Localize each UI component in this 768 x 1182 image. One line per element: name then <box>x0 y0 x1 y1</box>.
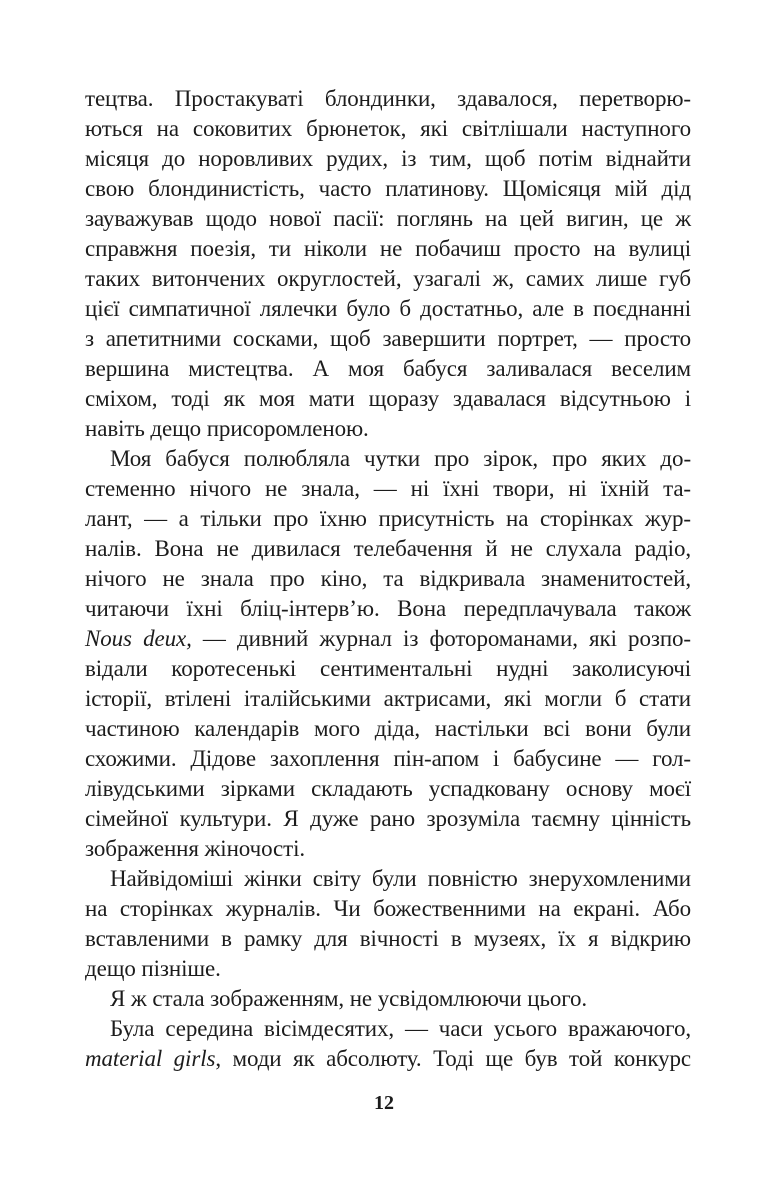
text-segment: лант, — а тільки про їхню присутність на сторінках жур- <box>85 506 691 531</box>
text-segment: ються на соковитих брюнеток, які світлішали наступного <box>85 116 691 141</box>
text-segment: читаючи їхні бліц-інтерв’ю. Вона передплачувала також <box>85 596 691 621</box>
text-segment: навіть дещо присоромленою. <box>85 416 369 441</box>
text-segment: свою блондинистість, часто платинову. Щомісяця мій дід <box>85 176 691 201</box>
text-segment: дещо пізніше. <box>85 956 221 981</box>
page-text <box>85 84 691 1074</box>
text-line <box>85 444 691 474</box>
text-line <box>85 924 691 954</box>
text-segment: з апетитними сосками, щоб завершити портрет, — просто <box>85 326 691 351</box>
text-segment: зображення жіночості. <box>85 836 306 861</box>
text-segment: Я ж стала зображенням, не усвідомлюючи цього. <box>110 986 588 1011</box>
text-segment: на сторінках журналів. Чи божественними на екрані. Або <box>85 896 691 921</box>
text-segment: тецтва. Простакуваті блондинки, здавалося, перетворю- <box>85 86 691 111</box>
text-segment: нічого не знала про кіно, та відкривала знаменитостей, <box>85 566 691 591</box>
text-line <box>85 144 691 174</box>
text-line <box>85 174 691 204</box>
text-line <box>85 624 691 654</box>
text-line <box>85 204 691 234</box>
text-segment: Була середина вісімдесятих, — часи усього вражаючого, <box>110 1016 691 1041</box>
text-segment: частиною календарів мого діда, настільки всі вони були <box>85 716 691 741</box>
text-line <box>85 414 691 444</box>
text-line <box>85 504 691 534</box>
paragraph <box>85 84 691 444</box>
text-line <box>85 474 691 504</box>
text-segment: — дивний журнал із фотороманами, які розпо- <box>191 626 691 651</box>
text-segment: вершина мистецтва. А моя бабуся заливалася веселим <box>85 356 691 381</box>
text-line <box>85 1044 691 1074</box>
text-segment: зауважував щодо нової пасії: поглянь на цей вигин, це ж <box>85 206 691 231</box>
text-line <box>85 534 691 564</box>
text-line <box>85 324 691 354</box>
text-segment: місяця до норовливих рудих, із тим, щоб потім віднайти <box>85 146 691 171</box>
text-segment: сміхом, тоді як моя мати щоразу здавалася відсутньою і <box>85 386 691 411</box>
text-line <box>85 774 691 804</box>
page-number: 12 <box>374 1092 394 1114</box>
text-line <box>85 264 691 294</box>
text-segment: історії, втілені італійськими актрисами, які могли б стати <box>85 686 691 711</box>
text-line <box>85 354 691 384</box>
text-line <box>85 714 691 744</box>
text-line <box>85 594 691 624</box>
text-segment: схожими. Дідове захоплення пін-апом і бабусине — гол- <box>85 746 691 771</box>
text-line <box>85 654 691 684</box>
italic-text: Nous deux, <box>85 626 192 651</box>
text-segment: вставленими в рамку для вічності в музеях, їх я відкрию <box>85 926 691 951</box>
text-segment: , моди як абсолюту. Тоді ще був той конкурс <box>215 1046 691 1071</box>
text-line <box>85 84 691 114</box>
text-segment: таких витончених округлостей, узагалі ж, самих лише губ <box>85 266 691 291</box>
text-segment: відали коротесенькі сентиментальні нудні заколисуючі <box>85 656 691 681</box>
text-line <box>85 804 691 834</box>
paragraph <box>85 864 691 984</box>
text-line <box>85 864 691 894</box>
text-segment: Найвідоміші жінки світу були повністю знерухомленими <box>110 866 691 891</box>
text-line <box>85 684 691 714</box>
text-line <box>85 894 691 924</box>
text-line <box>85 564 691 594</box>
text-segment: сімейної культури. Я дуже рано зрозуміла таємну цінність <box>85 806 691 831</box>
text-segment: Моя бабуся полюбляла чутки про зірок, про яких до- <box>110 446 691 471</box>
text-line <box>85 384 691 414</box>
paragraph <box>85 1014 691 1074</box>
text-line <box>85 234 691 264</box>
text-line <box>85 744 691 774</box>
paragraph <box>85 444 691 864</box>
text-line <box>85 1014 691 1044</box>
italic-text: material girls <box>85 1046 216 1071</box>
text-line <box>85 114 691 144</box>
text-segment: налів. Вона не дивилася телебачення й не слухала радіо, <box>85 536 691 561</box>
text-line <box>85 984 691 1014</box>
text-segment: справжня поезія, ти ніколи не побачиш просто на вулиці <box>85 236 691 261</box>
text-line <box>85 954 691 984</box>
text-segment: цієї симпатичної лялечки було б достатньо, але в поєднанні <box>85 296 691 321</box>
text-line <box>85 834 691 864</box>
text-segment: стеменно нічого не знала, — ні їхні твори, ні їхній та- <box>85 476 691 501</box>
text-line <box>85 294 691 324</box>
text-segment: лівудськими зірками складають успадковану основу моєї <box>85 776 691 801</box>
paragraph <box>85 984 691 1014</box>
